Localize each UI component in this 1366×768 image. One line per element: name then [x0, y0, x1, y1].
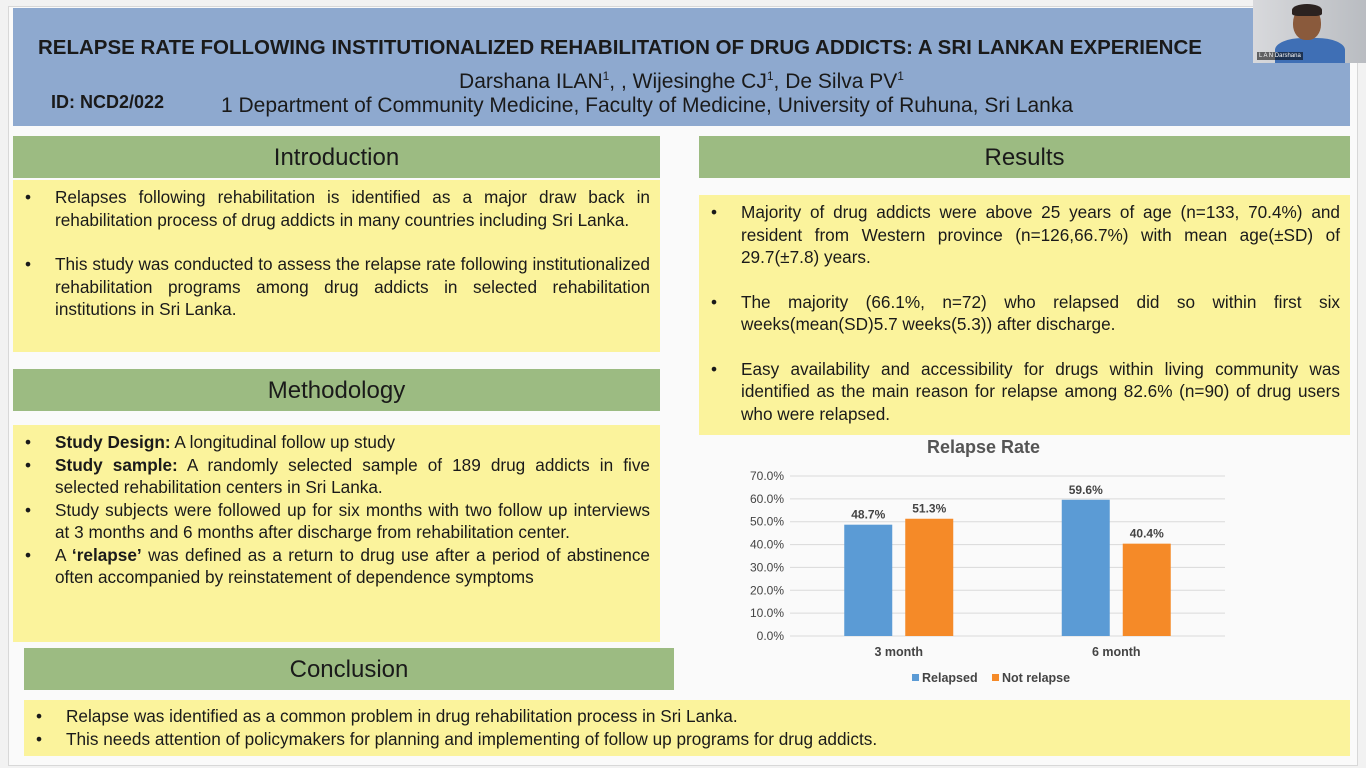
authors-line: [13, 69, 1350, 94]
bar: [1123, 544, 1171, 636]
methodology-box: [13, 425, 660, 642]
methodology-item-label: Study sample:: [55, 454, 178, 475]
legend-label: Not relapse: [1002, 671, 1071, 685]
relapse-rate-chart: [700, 460, 1260, 695]
conclusion-item: • Relapse was identified as a common problem in drug rehabilitation process in Sri Lanka.: [24, 705, 1350, 728]
y-tick-label: 10.0%: [749, 606, 784, 621]
methodology-item-label: Study Design:: [55, 432, 171, 452]
department-line: 1 Department of Community Medicine, Faculty of Medicine, University of Ruhuna, Sri Lanka: [221, 94, 1074, 117]
author-1: Darshana ILAN: [459, 70, 603, 93]
y-tick-label: 50.0%: [749, 514, 784, 529]
affiliation-mark: 1: [766, 69, 774, 83]
y-tick-label: 0.0%: [756, 629, 784, 643]
results-item: • The majority (66.1%, n=72) who relapsed did so within first six weeks(mean(SD)5.7 weeks(5.3)) after discharge.: [699, 291, 1340, 336]
introduction-item: • This study was conducted to assess the relapse rate following institutionalized rehabilitation programs among drug addicts in selected rehabilitation institutions in Sri Lanka.: [13, 253, 650, 321]
presenter-hair: [1292, 4, 1322, 16]
introduction-box: [13, 180, 660, 352]
methodology-item-text: Study subjects were followed up for six months with two follow up interviews at 3 months and 6 months after discharge from rehabilitation center.: [55, 499, 650, 542]
presenter-video-thumbnail[interactable]: [1253, 0, 1366, 63]
introduction-item: • Relapses following rehabilitation is identified as a major draw back in rehabilitation process of drug addicts in many countries including Sri Lanka.: [13, 186, 650, 231]
data-label: 48.7%: [851, 507, 886, 522]
affiliation-mark: 1: [602, 69, 610, 83]
introduction-heading: Introduction: [13, 136, 660, 178]
legend-swatch: [992, 674, 999, 681]
x-tick-label: 6 month: [1091, 645, 1141, 659]
legend-swatch: [912, 674, 919, 681]
methodology-heading: Methodology: [13, 369, 660, 411]
methodology-item: [13, 544, 650, 589]
y-tick-label: 30.0%: [749, 560, 784, 575]
y-tick-label: 40.0%: [749, 537, 784, 552]
poster-title: RELAPSE RATE FOLLOWING INSTITUTIONALIZED REHABILITATION OF DRUG ADDICTS: A SRI LANKAN EXPERIENCE: [38, 36, 1202, 59]
affiliation-mark: 1: [897, 69, 904, 83]
x-tick-label: 3 month: [874, 645, 924, 659]
methodology-item-text: was defined as a return to drug use after a period of abstinence often accompanied by reinstatement of dependence symptoms: [55, 544, 650, 587]
conclusion-heading: Conclusion: [24, 648, 674, 690]
methodology-item: [13, 454, 650, 499]
methodology-item: [13, 499, 650, 544]
author-2: , , Wijesinghe CJ: [609, 70, 767, 93]
chart-title: Relapse Rate: [927, 437, 1041, 457]
results-item: • Majority of drug addicts were above 25 years of age (n=133, 70.4%) and resident from Western province (n=126,66.7%) with mean age(±SD) of 29.7(±7.8) years.: [699, 201, 1340, 269]
data-label: 51.3%: [912, 501, 947, 516]
y-tick-label: 60.0%: [749, 491, 784, 506]
presenter-name: L A N Darshana: [1259, 53, 1301, 59]
results-heading: Results: [699, 136, 1350, 178]
results-item: • Easy availability and accessibility for drugs within living community was identified as the main reason for relapse among 82.6% (n=90) of drug users who were relapsed.: [699, 358, 1340, 426]
poster-id: ID: NCD2/022: [51, 92, 165, 112]
methodology-item-text: A longitudinal follow up study: [170, 432, 396, 452]
y-tick-label: 70.0%: [749, 469, 784, 483]
conclusion-box: [24, 700, 1350, 756]
results-box: [699, 195, 1350, 435]
poster-header: [13, 8, 1350, 126]
bar: [905, 519, 953, 636]
methodology-item-prefix: A: [55, 544, 72, 565]
legend-label: Relapsed: [922, 671, 978, 685]
methodology-item-text: A randomly selected sample of 189 drug addicts in five selected rehabilitation centers in Sri Lanka.: [55, 454, 650, 497]
methodology-item: [13, 431, 650, 454]
bar: [1062, 500, 1110, 636]
y-tick-label: 20.0%: [749, 583, 784, 598]
methodology-item-label: ‘relapse’: [71, 544, 142, 565]
data-label: 59.6%: [1068, 482, 1103, 497]
conclusion-item: • This needs attention of policymakers for planning and implementing of follow up programs for drug addicts.: [24, 728, 1350, 751]
author-3: , De Silva PV: [773, 70, 898, 93]
bar: [844, 525, 892, 636]
data-label: 40.4%: [1129, 526, 1164, 541]
